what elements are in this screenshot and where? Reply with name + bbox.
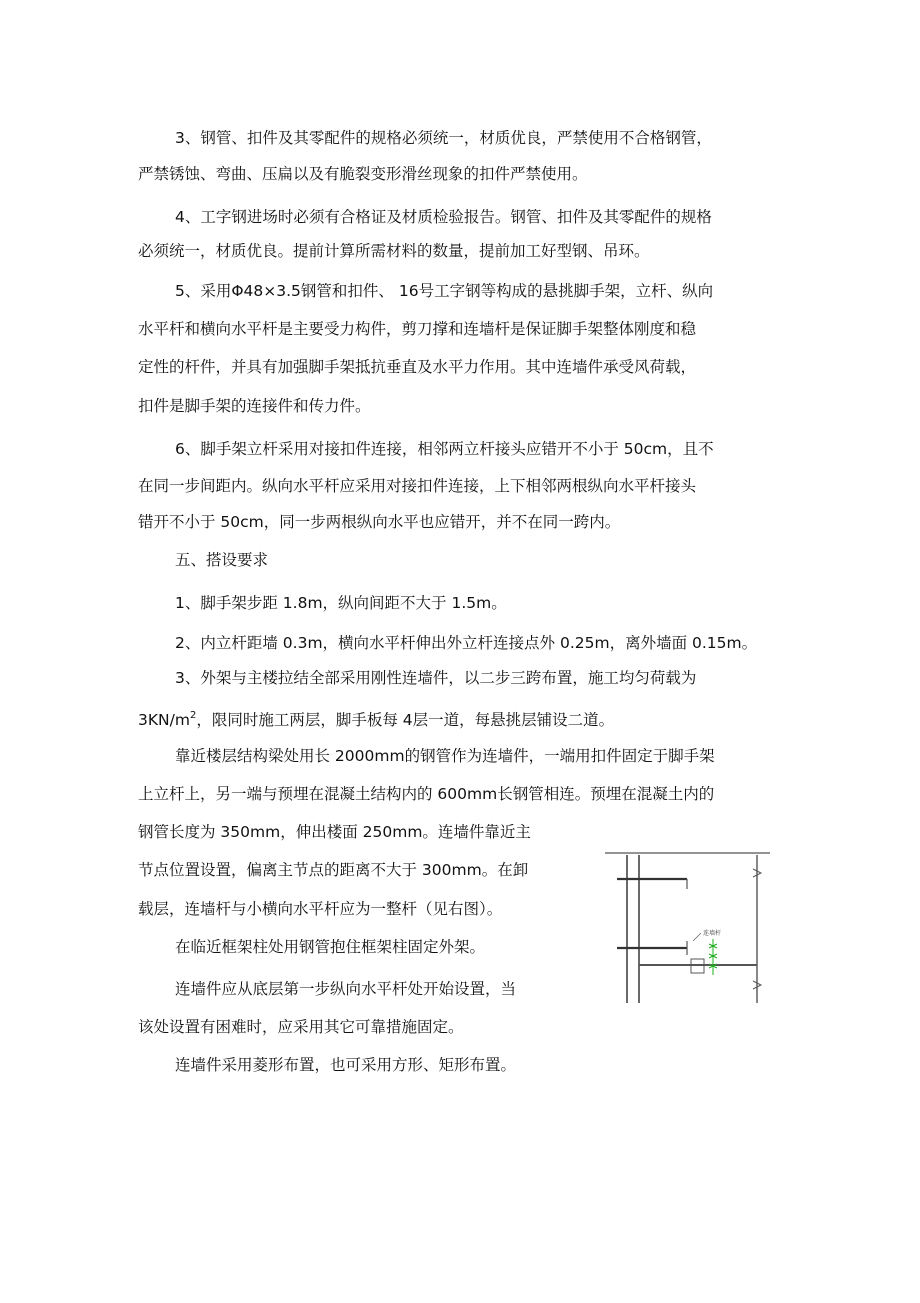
p5-line3: 定性的杆件，并具有加强脚手架抵抗垂直及水平力作用。其中连墙件承受风荷载，: [138, 358, 697, 376]
p5-line4: 扣件是脚手架的连接件和传力件。: [138, 397, 371, 415]
layout-note-line: 连墙件采用菱形布置，也可采用方形、矩形布置。: [175, 1056, 517, 1074]
diagram-background: [605, 843, 777, 1015]
p6-line2: 在同一步间距内。纵向水平杆应采用对接扣件连接，上下相邻两根纵向水平杆接头: [138, 477, 697, 495]
p5-line2: 水平杆和横向水平杆是主要受力构件，剪刀撑和连墙杆是保证脚手架整体刚度和稳: [138, 320, 697, 338]
p3-line2: 严禁锈蚀、弯曲、压扁以及有脆裂变形滑丝现象的扣件严禁使用。: [138, 165, 588, 183]
req3-line2: [138, 710, 614, 733]
beam-line3: 钢管长度为 350mm，伸出楼面 250mm。连墙件靠近主: [138, 823, 531, 841]
beam-line5: 载层，连墙杆与小横向水平杆应为一整杆（见右图）。: [138, 900, 503, 918]
start-line1: 连墙件应从底层第一步纵向水平杆处开始设置，当: [175, 980, 517, 998]
wall-tie-diagram-svg: [605, 843, 777, 1015]
p3-line1: 3、钢管、扣件及其零配件的规格必须统一，材质优良，严禁使用不合格钢管，: [175, 129, 712, 147]
beam-line1: 靠近楼层结构梁处用长 2000mm的钢管作为连墙件，一端用扣件固定于脚手架: [175, 747, 715, 765]
p6-line1: 6、脚手架立杆采用对接扣件连接，相邻两立杆接头应错开不小于 50cm，且不: [175, 440, 714, 458]
req3-line2-rest: ，限同时施工两层，脚手板每 4层一道，每悬挑层铺设二道。: [196, 711, 615, 729]
p4-line2: 必须统一，材质优良。提前计算所需材料的数量，提前加工好型钢、吊环。: [138, 242, 650, 260]
req3-load-value: 3KN/m: [138, 711, 190, 729]
beam-line4: 节点位置设置，偏离主节点的距离不大于 300mm。在卸: [138, 861, 529, 879]
p4-line1: 4、工字钢进场时必须有合格证及材质检验报告。钢管、扣件及其零配件的规格: [175, 208, 712, 226]
req3-superscript: 2: [189, 710, 197, 721]
section-heading: 五、搭设要求: [175, 551, 269, 569]
p6-line3: 错开不小于 50cm，同一步两根纵向水平也应错开，并不在同一跨内。: [138, 513, 621, 531]
column-line: 在临近框架柱处用钢管抱住框架柱固定外架。: [175, 938, 486, 956]
wall-tie-label: 连墙杆: [703, 930, 722, 937]
req3-line1: 3、外架与主楼拉结全部采用刚性连墙件，以二步三跨布置，施工均匀荷载为: [175, 669, 697, 687]
wall-tie-diagram: [605, 843, 777, 1015]
beam-line2: 上立杆上，另一端与预埋在混凝土结构内的 600mm长钢管相连。预埋在混凝土内的: [138, 785, 715, 803]
req2-line: 2、内立杆距墙 0.3m，横向水平杆伸出外立杆连接点外 0.25m，离外墙面 0.15m。: [175, 634, 758, 652]
start-line2: 该处设置有困难时，应采用其它可靠措施固定。: [138, 1018, 464, 1036]
req1-line: 1、脚手架步距 1.8m，纵向间距不大于 1.5m。: [175, 594, 507, 612]
p5-line1: 5、采用Φ48×3.5钢管和扣件、 16号工字钢等构成的悬挑脚手架，立杆、纵向: [175, 282, 714, 300]
